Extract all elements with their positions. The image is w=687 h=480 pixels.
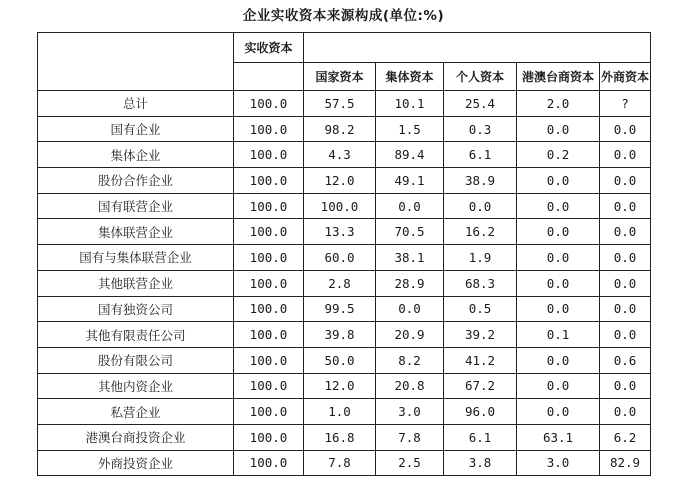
table-row	[38, 399, 651, 425]
table-cell: 0.0	[517, 219, 600, 245]
table-cell: 20.8	[376, 373, 444, 399]
table-row	[38, 322, 651, 348]
header-state-capital: 国家资本	[304, 63, 376, 91]
row-label: 其他内资企业	[38, 373, 234, 399]
table-cell: 0.0	[517, 347, 600, 373]
row-label: 集体企业	[38, 142, 234, 168]
table-cell: 0.0	[600, 142, 651, 168]
table-cell: 2.5	[376, 450, 444, 476]
table-cell: 0.0	[600, 399, 651, 425]
table-cell: 70.5	[376, 219, 444, 245]
header-foreign-capital: 外商资本	[600, 63, 651, 91]
row-label: 港澳台商投资企业	[38, 424, 234, 450]
row-label: 其他有限责任公司	[38, 322, 234, 348]
table-cell: 0.0	[600, 116, 651, 142]
table-cell: 0.0	[444, 193, 517, 219]
table-cell: 0.1	[517, 322, 600, 348]
table-cell: 60.0	[304, 245, 376, 271]
table-cell: 0.0	[376, 296, 444, 322]
table-cell: 0.0	[517, 296, 600, 322]
table-cell: 100.0	[234, 91, 304, 117]
table-cell: 6.1	[444, 142, 517, 168]
table-cell: 49.1	[376, 168, 444, 194]
table-cell: 100.0	[234, 373, 304, 399]
table-cell: 100.0	[234, 116, 304, 142]
table-row	[38, 219, 651, 245]
table-cell: 68.3	[444, 270, 517, 296]
table-cell: 100.0	[234, 424, 304, 450]
table-cell: 99.5	[304, 296, 376, 322]
table-cell: 0.6	[600, 347, 651, 373]
table-cell: 100.0	[234, 450, 304, 476]
table-cell: 0.0	[517, 168, 600, 194]
table-row	[38, 450, 651, 476]
table-cell: 3.0	[376, 399, 444, 425]
table-cell: 0.0	[600, 373, 651, 399]
table-cell: 3.8	[444, 450, 517, 476]
table-cell: 100.0	[234, 347, 304, 373]
table-row	[38, 270, 651, 296]
table-cell: 0.0	[600, 219, 651, 245]
table-cell: 1.0	[304, 399, 376, 425]
table-cell: 12.0	[304, 373, 376, 399]
table-cell: 39.2	[444, 322, 517, 348]
table-cell: 20.9	[376, 322, 444, 348]
table-cell: 8.2	[376, 347, 444, 373]
table-cell: 0.0	[376, 193, 444, 219]
table-cell: 67.2	[444, 373, 517, 399]
table-row	[38, 91, 651, 117]
row-label: 私营企业	[38, 399, 234, 425]
table-cell: 12.0	[304, 168, 376, 194]
table-cell: 100.0	[234, 193, 304, 219]
table-cell: 57.5	[304, 91, 376, 117]
table-row	[38, 424, 651, 450]
table-cell: 100.0	[234, 399, 304, 425]
table-cell: 100.0	[234, 219, 304, 245]
table-cell: 28.9	[376, 270, 444, 296]
table-cell: 1.5	[376, 116, 444, 142]
table-cell: 2.0	[517, 91, 600, 117]
table-cell: 16.2	[444, 219, 517, 245]
table-cell: 6.2	[600, 424, 651, 450]
table-cell: 0.0	[600, 322, 651, 348]
header-collective-capital: 集体资本	[376, 63, 444, 91]
table-cell: 100.0	[234, 142, 304, 168]
table-row	[38, 168, 651, 194]
row-label-header-cell	[38, 33, 234, 91]
table-cell: 100.0	[234, 245, 304, 271]
table-row	[38, 296, 651, 322]
table-cell: 0.0	[600, 270, 651, 296]
table-cell: 0.0	[517, 245, 600, 271]
table-cell: 41.2	[444, 347, 517, 373]
table-cell: 96.0	[444, 399, 517, 425]
header-total-capital-lower	[234, 63, 304, 91]
table-cell: 16.8	[304, 424, 376, 450]
row-label: 国有联营企业	[38, 193, 234, 219]
table-cell: 0.3	[444, 116, 517, 142]
table-body	[38, 91, 651, 476]
table-cell: 10.1	[376, 91, 444, 117]
table-cell: 1.9	[444, 245, 517, 271]
header-hmt-capital: 港澳台商资本	[517, 63, 600, 91]
table-cell: 38.9	[444, 168, 517, 194]
table-cell: 98.2	[304, 116, 376, 142]
row-label: 集体联营企业	[38, 219, 234, 245]
table-cell: 7.8	[304, 450, 376, 476]
header-source-group	[304, 33, 651, 63]
table-row	[38, 142, 651, 168]
row-label: 国有与集体联营企业	[38, 245, 234, 271]
table-cell: 0.2	[517, 142, 600, 168]
row-label: 股份合作企业	[38, 168, 234, 194]
row-label: 总计	[38, 91, 234, 117]
row-label: 国有独资公司	[38, 296, 234, 322]
table-cell: 3.0	[517, 450, 600, 476]
table-cell: ?	[600, 91, 651, 117]
row-label: 外商投资企业	[38, 450, 234, 476]
table-cell: 100.0	[304, 193, 376, 219]
table-cell: 25.4	[444, 91, 517, 117]
table-cell: 0.0	[517, 399, 600, 425]
table-cell: 89.4	[376, 142, 444, 168]
table-cell: 0.5	[444, 296, 517, 322]
table-row	[38, 373, 651, 399]
row-label: 其他联营企业	[38, 270, 234, 296]
row-label: 股份有限公司	[38, 347, 234, 373]
capital-structure-table	[37, 32, 651, 476]
table-cell: 63.1	[517, 424, 600, 450]
table-cell: 0.0	[600, 193, 651, 219]
table-row	[38, 193, 651, 219]
table-cell: 2.8	[304, 270, 376, 296]
header-total-capital: 实收资本	[234, 33, 304, 63]
table-cell: 100.0	[234, 270, 304, 296]
table-cell: 0.0	[517, 193, 600, 219]
table-cell: 0.0	[517, 373, 600, 399]
table-cell: 0.0	[517, 116, 600, 142]
table-cell: 100.0	[234, 296, 304, 322]
table-cell: 100.0	[234, 168, 304, 194]
table-cell: 13.3	[304, 219, 376, 245]
table-cell: 0.0	[600, 296, 651, 322]
table-cell: 50.0	[304, 347, 376, 373]
table-cell: 7.8	[376, 424, 444, 450]
table-cell: 38.1	[376, 245, 444, 271]
table-title: 企业实收资本来源构成(单位:%)	[242, 8, 445, 24]
table-cell: 6.1	[444, 424, 517, 450]
table-cell: 4.3	[304, 142, 376, 168]
table-row	[38, 116, 651, 142]
table-row	[38, 347, 651, 373]
table-cell: 82.9	[600, 450, 651, 476]
table-row	[38, 245, 651, 271]
table-cell: 0.0	[600, 245, 651, 271]
table-cell: 0.0	[600, 168, 651, 194]
row-label: 国有企业	[38, 116, 234, 142]
table-cell: 100.0	[234, 322, 304, 348]
table-cell: 0.0	[517, 270, 600, 296]
table-cell: 39.8	[304, 322, 376, 348]
header-individual-capital: 个人资本	[444, 63, 517, 91]
